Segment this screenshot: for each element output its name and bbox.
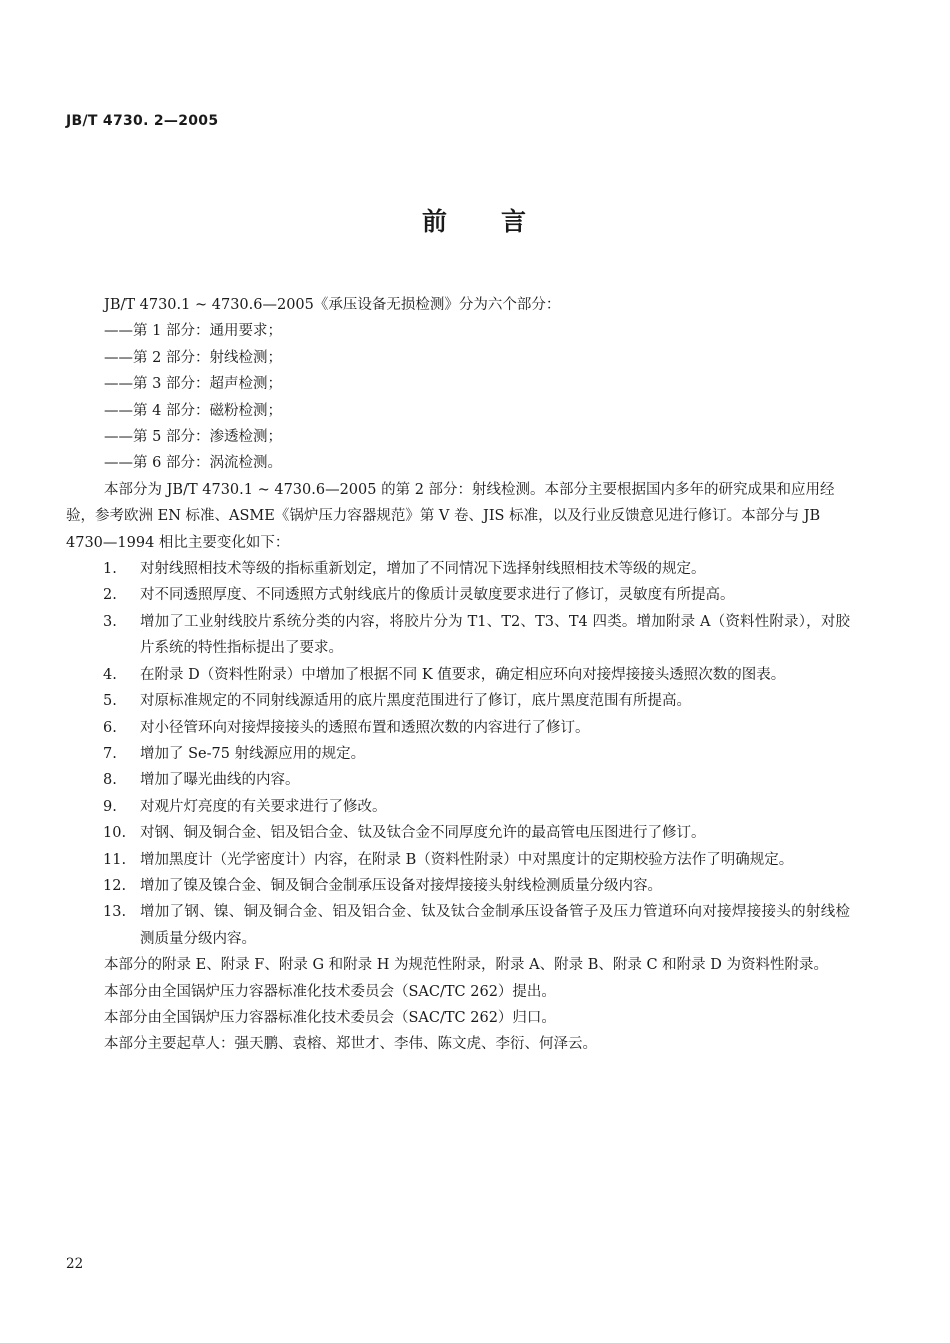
change-item (66, 847, 850, 873)
change-item (66, 688, 850, 714)
standard-code: JB/T 4730. 2—2005 (66, 113, 219, 129)
appendix-note: 本部分的附录 E、附录 F、附录 G 和附录 H 为规范性附录，附录 A、附录 B、附录 C 和附录 D 为资料性附录。 (104, 957, 829, 974)
change-number: 1. (103, 561, 117, 578)
drafters: 本部分主要起草人：强天鹏、袁榕、郑世才、李伟、陈文虎、李衍、何泽云。 (104, 1036, 597, 1053)
change-text: 对钢、铜及铜合金、铝及铝合金、钛及钛合金不同厚度允许的最高管电压图进行了修订。 (140, 825, 706, 842)
part-list-item: ——第 6 部分：涡流检测。 (104, 455, 282, 472)
main-paragraph: 本部分为 JB/T 4730.1 ~ 4730.6—2005 的第 2 部分：射线检测。本部分主要根据国内多年的研究成果和应用经验，参考欧洲 EN 标准、ASME《锅炉压力容器规范》第 V 卷、JIS 标准，以及行业反馈意见进行修订。本部分与 JB 4730—1994 相比主要变化如下： (66, 481, 835, 551)
change-text: 对不同透照厚度、不同透照方式射线底片的像质计灵敏度要求进行了修订，灵敏度有所提高。 (140, 587, 735, 604)
managed-by: 本部分由全国锅炉压力容器标准化技术委员会（SAC/TC 262）归口。 (104, 1009, 556, 1026)
change-number: 9. (103, 798, 117, 815)
change-item (66, 873, 850, 899)
change-text: 在附录 D（资料性附录）中增加了根据不同 K 值要求，确定相应环向对接焊接接头透照次数的图表。 (140, 666, 786, 683)
change-item (66, 794, 850, 820)
change-number: 2. (103, 587, 117, 604)
part-list-item: ——第 5 部分：渗透检测； (104, 429, 282, 446)
change-item (66, 582, 850, 608)
change-number: 13. (103, 904, 127, 921)
intro-paragraph: JB/T 4730.1 ~ 4730.6—2005《承压设备无损检测》分为六个部分： (104, 297, 561, 313)
change-item (66, 820, 850, 846)
change-number: 8. (103, 772, 117, 789)
change-item (66, 662, 850, 688)
change-number: 6. (103, 719, 117, 736)
change-item (66, 609, 850, 662)
part-list-item: ——第 1 部分：通用要求； (104, 323, 282, 340)
change-text: 对观片灯亮度的有关要求进行了修改。 (140, 798, 387, 815)
change-text: 增加了工业射线胶片系统分类的内容，将胶片分为 T1、T2、T3、T4 四类。增加附录 A（资料性附录），对胶片系统的特性指标提出了要求。 (140, 613, 850, 657)
change-item (66, 556, 850, 582)
change-text: 对原标准规定的不同射线源适用的底片黑度范围进行了修订，底片黑度范围有所提高。 (140, 693, 691, 710)
change-text: 增加黑度计（光学密度计）内容，在附录 B（资料性附录）中对黑度计的定期校验方法作了明确规定。 (140, 851, 794, 868)
change-number: 12. (103, 877, 127, 894)
change-number: 10. (103, 825, 127, 842)
change-number: 7. (103, 745, 117, 762)
change-text: 增加了曝光曲线的内容。 (140, 772, 300, 789)
change-number: 5. (103, 693, 117, 710)
change-text: 增加了钢、镍、铜及铜合金、铝及铝合金、钛及钛合金制承压设备管子及压力管道环向对接焊接接头的射线检测质量分级内容。 (140, 904, 850, 947)
change-item (66, 715, 850, 741)
change-item (66, 767, 850, 793)
proposed-by: 本部分由全国锅炉压力容器标准化技术委员会（SAC/TC 262）提出。 (104, 983, 556, 1000)
change-item (66, 741, 850, 767)
title-char-1: 前 (421, 207, 449, 236)
page-number: 22 (66, 1256, 84, 1272)
part-list-item: ——第 3 部分：超声检测； (104, 376, 282, 393)
foreword-body (66, 292, 850, 1058)
change-number: 11. (103, 851, 127, 868)
change-number: 3. (103, 613, 117, 630)
change-text: 增加了镍及镍合金、铜及铜合金制承压设备对接焊接接头射线检测质量分级内容。 (140, 877, 662, 894)
part-list-item: ——第 2 部分：射线检测； (104, 349, 282, 366)
part-list-item: ——第 4 部分：磁粉检测； (104, 402, 282, 419)
change-item (66, 899, 850, 952)
page-title (0, 202, 950, 238)
change-text: 对小径管环向对接焊接接头的透照布置和透照次数的内容进行了修订。 (140, 719, 590, 736)
change-text: 对射线照相技术等级的指标重新划定，增加了不同情况下选择射线照相技术等级的规定。 (140, 561, 706, 578)
title-char-2: 言 (501, 207, 529, 236)
change-text: 增加了 Se-75 射线源应用的规定。 (140, 745, 366, 762)
change-number: 4. (103, 666, 117, 683)
